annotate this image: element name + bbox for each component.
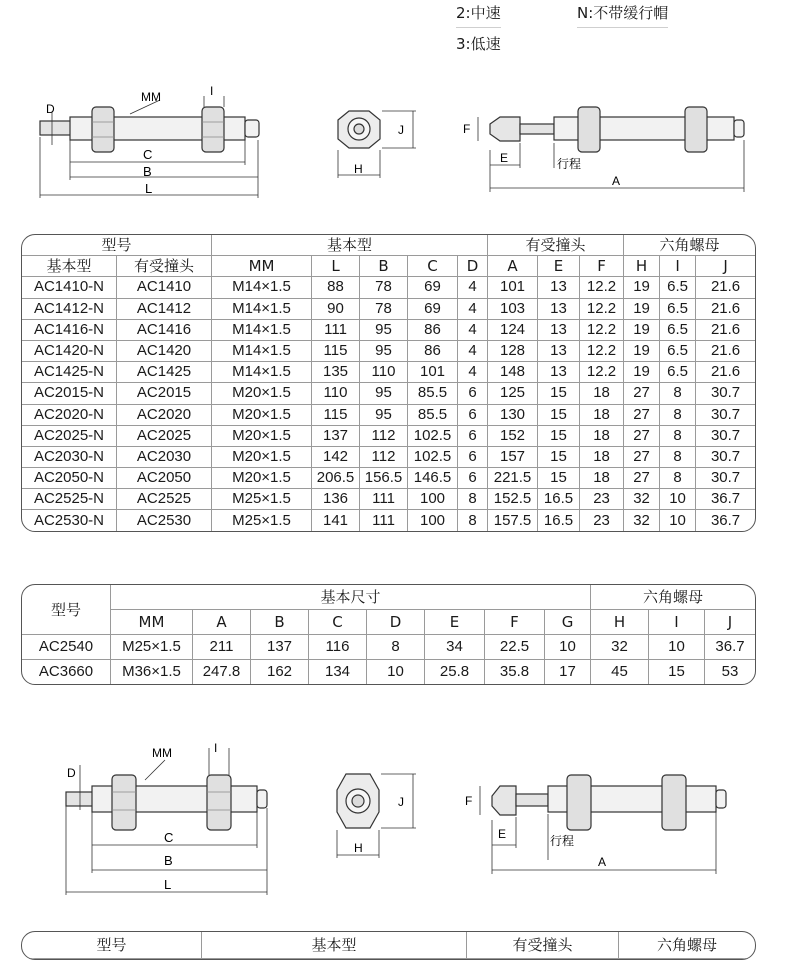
table-cell: 102.5 <box>408 447 458 468</box>
table-cell: 21.6 <box>696 362 755 383</box>
table-cell: 6 <box>458 383 488 404</box>
table-cell: 18 <box>580 383 624 404</box>
table-cell: 95 <box>360 320 408 341</box>
table-cell: 8 <box>458 489 488 510</box>
table-cell: AC2025-N <box>22 426 117 447</box>
dim-label-l: L <box>145 181 153 196</box>
table-cell: AC1412 <box>117 299 212 320</box>
dim-label-b: B <box>143 164 152 179</box>
table-cell: 16.5 <box>538 510 580 530</box>
dim-label-e: E <box>498 827 507 841</box>
header-model: 型号 <box>22 585 111 635</box>
table-cell: 148 <box>488 362 538 383</box>
table-cell: M20×1.5 <box>212 405 312 426</box>
col-header: A <box>193 610 251 635</box>
table-cell: AC1410 <box>117 277 212 298</box>
table-cell: 6.5 <box>660 341 696 362</box>
table-cell: 19 <box>624 277 660 298</box>
table-cell: AC2030-N <box>22 447 117 468</box>
col-header: B <box>360 256 408 277</box>
table-cell: 116 <box>309 635 367 660</box>
table-cell: 6 <box>458 447 488 468</box>
table-cell: 27 <box>624 426 660 447</box>
table-cell: 221.5 <box>488 468 538 489</box>
table-cell: 13 <box>538 277 580 298</box>
table-cell: AC3660 <box>22 660 111 684</box>
table-cell: 157.5 <box>488 510 538 530</box>
dim-label-c: C <box>164 830 174 845</box>
table-cell: 134 <box>309 660 367 684</box>
table-cell: 110 <box>312 383 360 404</box>
table-cell: 15 <box>538 447 580 468</box>
dim-label-f: F <box>465 794 473 808</box>
table-cell: 8 <box>660 426 696 447</box>
table-cell: M20×1.5 <box>212 426 312 447</box>
table-cell: 34 <box>425 635 485 660</box>
table-cell: 27 <box>624 468 660 489</box>
table-cell: 10 <box>660 489 696 510</box>
table-cell: AC1416-N <box>22 320 117 341</box>
table-cell: 6.5 <box>660 362 696 383</box>
dim-label-i: I <box>210 84 214 98</box>
table-cell: AC1416 <box>117 320 212 341</box>
table-cell: AC1420-N <box>22 341 117 362</box>
header-bumper: 有受撞头 <box>467 932 619 959</box>
table-cell: 18 <box>580 447 624 468</box>
dim-label-h: H <box>354 162 363 176</box>
table-cell: 21.6 <box>696 299 755 320</box>
table-cell: 211 <box>193 635 251 660</box>
table-cell: 13 <box>538 320 580 341</box>
table-cell: 8 <box>458 510 488 530</box>
header-basic-type: 基本型 <box>202 932 467 959</box>
header-bumper: 有受撞头 <box>488 235 624 256</box>
table-cell: 12.2 <box>580 341 624 362</box>
table-cell: AC2530-N <box>22 510 117 530</box>
table-cell: 137 <box>251 635 309 660</box>
table-cell: 19 <box>624 341 660 362</box>
table-cell: 30.7 <box>696 383 755 404</box>
table-cell: M14×1.5 <box>212 277 312 298</box>
table-cell: M14×1.5 <box>212 362 312 383</box>
table-cell: 115 <box>312 341 360 362</box>
table-cell: 22.5 <box>485 635 545 660</box>
col-header: MM <box>212 256 312 277</box>
dim-label-i: I <box>214 741 218 755</box>
table-cell: AC2525-N <box>22 489 117 510</box>
dim-label-e: E <box>500 151 509 165</box>
table-cell: 100 <box>408 489 458 510</box>
table-cell: AC2015-N <box>22 383 117 404</box>
table-cell: 152.5 <box>488 489 538 510</box>
table-cell: 13 <box>538 341 580 362</box>
table-cell: 30.7 <box>696 405 755 426</box>
table-cell: 32 <box>624 510 660 530</box>
header-hex-nut: 六角螺母 <box>624 235 755 256</box>
table-cell: 4 <box>458 362 488 383</box>
table-cell: 12.2 <box>580 277 624 298</box>
table-cell: 112 <box>360 447 408 468</box>
table-cell: M36×1.5 <box>111 660 193 684</box>
table-cell: 100 <box>408 510 458 530</box>
table-cell: AC2020-N <box>22 405 117 426</box>
table-cell: AC1425 <box>117 362 212 383</box>
table-cell: 78 <box>360 277 408 298</box>
table-cell: 112 <box>360 426 408 447</box>
col-header: 有受撞头 <box>117 256 212 277</box>
table-cell: AC2015 <box>117 383 212 404</box>
table-cell: 30.7 <box>696 426 755 447</box>
table-cell: 8 <box>660 383 696 404</box>
table-cell: M25×1.5 <box>212 510 312 530</box>
dim-label-mm: MM <box>152 746 172 760</box>
table-cell: AC2050 <box>117 468 212 489</box>
col-header: 基本型 <box>22 256 117 277</box>
table-cell: 69 <box>408 299 458 320</box>
dim-label-c: C <box>143 147 153 162</box>
col-header: C <box>309 610 367 635</box>
col-header: MM <box>111 610 193 635</box>
table-cell: M20×1.5 <box>212 447 312 468</box>
table-cell: 32 <box>591 635 649 660</box>
table-cell: 125 <box>488 383 538 404</box>
table-cell: 135 <box>312 362 360 383</box>
table-cell: AC2050-N <box>22 468 117 489</box>
table-cell: M25×1.5 <box>212 489 312 510</box>
table-cell: 128 <box>488 341 538 362</box>
table-cell: M20×1.5 <box>212 383 312 404</box>
table-cell: 27 <box>624 447 660 468</box>
table-cell: 19 <box>624 299 660 320</box>
table-cell: 8 <box>660 468 696 489</box>
table-cell: 95 <box>360 341 408 362</box>
table-cell: 8 <box>660 447 696 468</box>
col-header: E <box>538 256 580 277</box>
table-cell: 6 <box>458 405 488 426</box>
table-cell: 15 <box>538 405 580 426</box>
table-cell: AC2030 <box>117 447 212 468</box>
col-header: L <box>312 256 360 277</box>
table-cell: 18 <box>580 426 624 447</box>
dim-label-stroke: 行程 <box>557 157 582 171</box>
table-cell: 21.6 <box>696 277 755 298</box>
table-cell: 142 <box>312 447 360 468</box>
table-cell: 152 <box>488 426 538 447</box>
table-cell: 6.5 <box>660 299 696 320</box>
table-cell: 86 <box>408 320 458 341</box>
legend-mid-speed: 2:中速 <box>456 2 501 28</box>
table-cell: 32 <box>624 489 660 510</box>
table-cell: 78 <box>360 299 408 320</box>
table-cell: 95 <box>360 383 408 404</box>
table-cell: M14×1.5 <box>212 320 312 341</box>
table-cell: 95 <box>360 405 408 426</box>
table-cell: 111 <box>360 510 408 530</box>
dim-label-stroke: 行程 <box>550 834 575 848</box>
header-model: 型号 <box>22 932 202 959</box>
table-cell: 103 <box>488 299 538 320</box>
header-basic-dimensions: 基本尺寸 <box>111 585 591 610</box>
table-cell: 6.5 <box>660 277 696 298</box>
table-cell: 115 <box>312 405 360 426</box>
table-cell: 23 <box>580 510 624 530</box>
col-header: B <box>251 610 309 635</box>
table-cell: 247.8 <box>193 660 251 684</box>
col-header: F <box>580 256 624 277</box>
table-cell: 141 <box>312 510 360 530</box>
dim-label-l: L <box>164 877 172 892</box>
table-cell: 4 <box>458 341 488 362</box>
table-cell: 17 <box>545 660 591 684</box>
table-cell: AC2540 <box>22 635 111 660</box>
table-cell: 13 <box>538 362 580 383</box>
table-cell: 110 <box>360 362 408 383</box>
table-cell: AC1410-N <box>22 277 117 298</box>
col-header: C <box>408 256 458 277</box>
table-cell: 130 <box>488 405 538 426</box>
col-header: D <box>367 610 425 635</box>
table-cell: 36.7 <box>705 635 755 660</box>
table-cell: AC2525 <box>117 489 212 510</box>
table-cell: 15 <box>538 426 580 447</box>
table-cell: 45 <box>591 660 649 684</box>
table-cell: 30.7 <box>696 468 755 489</box>
table-cell: 10 <box>660 510 696 530</box>
table-cell: 12.2 <box>580 320 624 341</box>
table-cell: 10 <box>545 635 591 660</box>
dim-label-b: B <box>164 853 173 868</box>
table-cell: 102.5 <box>408 426 458 447</box>
table-cell: 4 <box>458 299 488 320</box>
table-cell: 85.5 <box>408 405 458 426</box>
header-hex-nut: 六角螺母 <box>591 585 755 610</box>
dim-label-d: D <box>67 766 76 780</box>
col-header: E <box>425 610 485 635</box>
table-cell: AC1425-N <box>22 362 117 383</box>
table-cell: AC1420 <box>117 341 212 362</box>
table-cell: 15 <box>538 468 580 489</box>
table-cell: 36.7 <box>696 489 755 510</box>
table-cell: 19 <box>624 320 660 341</box>
dim-label-a: A <box>612 174 621 188</box>
table-cell: 23 <box>580 489 624 510</box>
col-header: F <box>485 610 545 635</box>
table-cell: 6.5 <box>660 320 696 341</box>
header-basic-type: 基本型 <box>212 235 488 256</box>
table-cell: 10 <box>649 635 705 660</box>
table-cell: 157 <box>488 447 538 468</box>
dim-label-j: J <box>398 795 404 809</box>
table-cell: 12.2 <box>580 299 624 320</box>
col-header: H <box>624 256 660 277</box>
table-cell: 15 <box>649 660 705 684</box>
table-cell: 30.7 <box>696 447 755 468</box>
table-cell: AC2020 <box>117 405 212 426</box>
table-cell: 13 <box>538 299 580 320</box>
table-cell: 6 <box>458 468 488 489</box>
col-header: J <box>696 256 755 277</box>
dim-label-a: A <box>598 855 607 869</box>
col-header: A <box>488 256 538 277</box>
dim-label-h: H <box>354 841 363 855</box>
table-cell: 85.5 <box>408 383 458 404</box>
table-cell: M20×1.5 <box>212 468 312 489</box>
table-cell: 15 <box>538 383 580 404</box>
dim-label-d: D <box>46 102 55 116</box>
table-cell: 10 <box>367 660 425 684</box>
col-header: G <box>545 610 591 635</box>
spec-table-partial <box>21 931 756 960</box>
table-cell: 36.7 <box>710 511 741 529</box>
table-cell: 4 <box>458 320 488 341</box>
dim-label-j: J <box>398 123 404 137</box>
table-cell: M14×1.5 <box>212 341 312 362</box>
table-cell: 35.8 <box>485 660 545 684</box>
table-cell: AC1412-N <box>22 299 117 320</box>
table-cell: 8 <box>367 635 425 660</box>
dim-label-f: F <box>463 122 471 136</box>
table-cell: 12.2 <box>580 362 624 383</box>
table-cell: 162 <box>251 660 309 684</box>
col-header: D <box>458 256 488 277</box>
legend-no-cap: N:不带缓行帽 <box>577 2 668 28</box>
table-cell: 21.6 <box>696 320 755 341</box>
table-cell: 18 <box>580 468 624 489</box>
table-cell: 88 <box>312 277 360 298</box>
table-cell: 16.5 <box>538 489 580 510</box>
table-cell: 25.8 <box>425 660 485 684</box>
table-cell: 21.6 <box>696 341 755 362</box>
table-cell: 101 <box>488 277 538 298</box>
table-cell: 19 <box>624 362 660 383</box>
col-header: H <box>591 610 649 635</box>
dim-label-mm: MM <box>141 90 161 104</box>
table-cell: 111 <box>312 320 360 341</box>
table-cell: 136 <box>312 489 360 510</box>
table-cell: 18 <box>580 405 624 426</box>
table-cell: 8 <box>660 405 696 426</box>
table-cell: 86 <box>408 341 458 362</box>
table-cell: 124 <box>488 320 538 341</box>
table-cell: 206.5 <box>312 468 360 489</box>
header-hex-nut: 六角螺母 <box>619 932 755 959</box>
table-cell: 27 <box>624 383 660 404</box>
header-model: 型号 <box>22 235 212 256</box>
table-cell: AC2025 <box>117 426 212 447</box>
table-cell: M25×1.5 <box>111 635 193 660</box>
table-cell: 27 <box>624 405 660 426</box>
table-cell: 137 <box>312 426 360 447</box>
table-cell: 69 <box>408 277 458 298</box>
table-cell: 156.5 <box>360 468 408 489</box>
col-header: I <box>660 256 696 277</box>
table-cell: AC2530 <box>117 510 212 530</box>
col-header: I <box>649 610 705 635</box>
col-header: J <box>705 610 755 635</box>
table-cell: M14×1.5 <box>212 299 312 320</box>
legend-low-speed: 3:低速 <box>456 35 501 53</box>
table-cell: 146.5 <box>408 468 458 489</box>
table-cell: 4 <box>458 277 488 298</box>
table-cell: 53 <box>721 663 739 680</box>
table-cell: 101 <box>408 362 458 383</box>
table-cell: 111 <box>360 489 408 510</box>
table-cell: 90 <box>312 299 360 320</box>
table-cell: 6 <box>458 426 488 447</box>
